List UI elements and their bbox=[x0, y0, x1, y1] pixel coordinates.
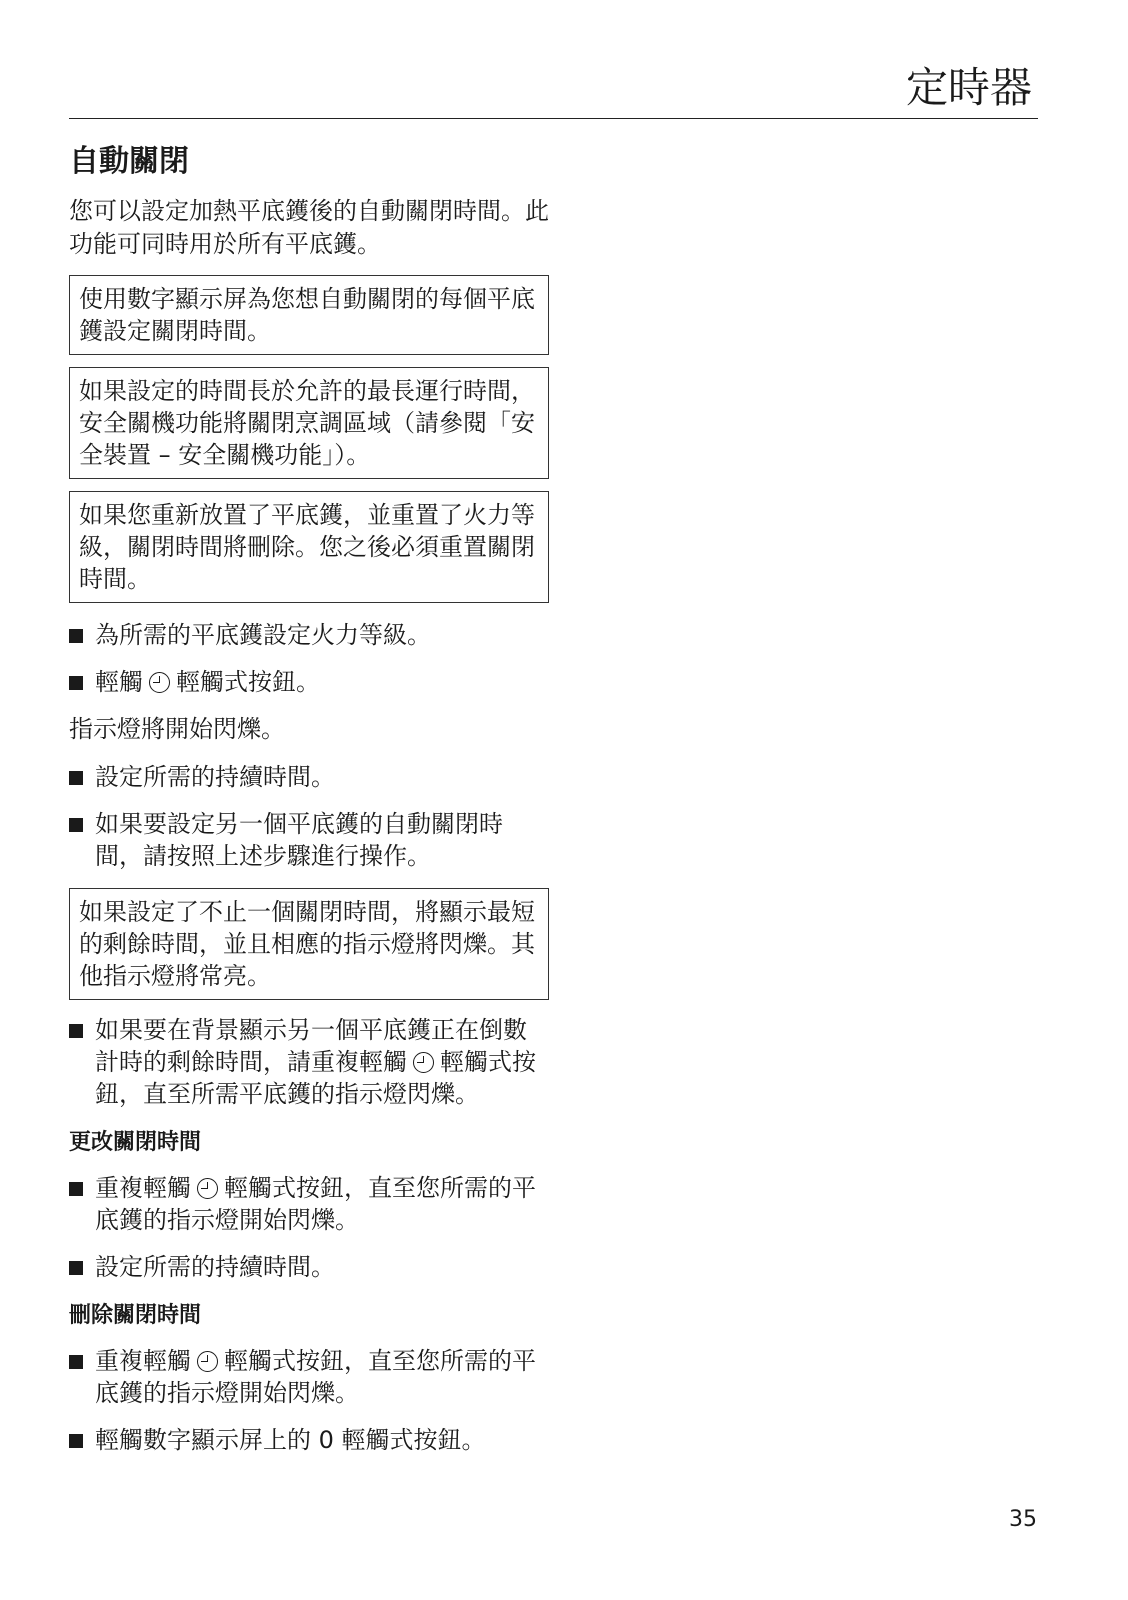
square-bullet-icon bbox=[69, 1024, 83, 1038]
step-item bbox=[69, 666, 549, 698]
step-text: 重複輕觸 bbox=[95, 1174, 191, 1202]
step-text: 設定所需的持續時間。 bbox=[95, 1253, 335, 1281]
square-bullet-icon bbox=[69, 1261, 83, 1275]
step-item bbox=[69, 808, 549, 872]
note-box: 如果設定了不止一個關閉時間，將顯示最短的剩餘時間，並且相應的指示燈將閃爍。其他指示燈將常亮。 bbox=[69, 888, 549, 1000]
intro-paragraph: 您可以設定加熱平底鑊後的自動關閉時間。此功能可同時用於所有平底鑊。 bbox=[69, 197, 549, 258]
step-item bbox=[69, 1014, 549, 1110]
square-bullet-icon bbox=[69, 1434, 83, 1448]
step-item bbox=[69, 761, 549, 793]
note-box: 如果您重新放置了平底鑊，並重置了火力等級，關閉時間將刪除。您之後必須重置關閉時間。 bbox=[69, 491, 549, 603]
section-title: 自動關閉 bbox=[69, 144, 189, 179]
note-box: 如果設定的時間長於允許的最長運行時間，安全關機功能將關閉烹調區域（請參閱「安全裝置 – 安全關機功能」）。 bbox=[69, 367, 549, 479]
header-divider bbox=[69, 118, 1038, 119]
subsection-title-delete: 刪除關閉時間 bbox=[69, 1303, 202, 1328]
clock-icon bbox=[149, 672, 170, 693]
clock-icon bbox=[197, 1178, 218, 1199]
note-box: 使用數字顯示屏為您想自動關閉的每個平底鑊設定關閉時間。 bbox=[69, 275, 549, 355]
square-bullet-icon bbox=[69, 818, 83, 832]
page-number: 35 bbox=[1009, 1507, 1037, 1532]
step-text: 如果要在背景顯示另一個平底鑊正在倒數計時的剩餘時間，請重複輕觸 bbox=[95, 1016, 527, 1076]
page-header-title: 定時器 bbox=[905, 63, 1032, 112]
clock-icon bbox=[413, 1052, 434, 1073]
step-text: 輕觸式按鈕，直至所需平底鑊的指示燈閃爍。 bbox=[95, 1048, 536, 1108]
step-text: 設定所需的持續時間。 bbox=[95, 763, 335, 791]
step-text: 輕觸式按鈕。 bbox=[176, 668, 320, 696]
clock-icon bbox=[197, 1351, 218, 1372]
step-item bbox=[69, 1251, 549, 1283]
step-text: 為所需的平底鑊設定火力等級。 bbox=[95, 621, 431, 649]
square-bullet-icon bbox=[69, 629, 83, 643]
step-text: 輕觸式按鈕，直至您所需的平底鑊的指示燈開始閃爍。 bbox=[95, 1174, 536, 1234]
step-text: 重複輕觸 bbox=[95, 1347, 191, 1375]
step-text: 如果要設定另一個平底鑊的自動關閉時間，請按照上述步驟進行操作。 bbox=[95, 810, 503, 870]
step-text: 輕觸數字顯示屏上的 0 輕觸式按鈕。 bbox=[95, 1426, 486, 1454]
step-item bbox=[69, 1345, 549, 1409]
square-bullet-icon bbox=[69, 676, 83, 690]
main-content bbox=[69, 143, 549, 1471]
step-item bbox=[69, 619, 549, 651]
step-text: 輕觸 bbox=[95, 668, 143, 696]
square-bullet-icon bbox=[69, 1355, 83, 1369]
indicator-paragraph: 指示燈將開始閃爍。 bbox=[69, 715, 285, 743]
step-text: 輕觸式按鈕，直至您所需的平底鑊的指示燈開始閃爍。 bbox=[95, 1347, 536, 1407]
step-item bbox=[69, 1172, 549, 1236]
square-bullet-icon bbox=[69, 771, 83, 785]
step-item bbox=[69, 1424, 549, 1456]
subsection-title-change: 更改關閉時間 bbox=[69, 1130, 202, 1155]
square-bullet-icon bbox=[69, 1182, 83, 1196]
